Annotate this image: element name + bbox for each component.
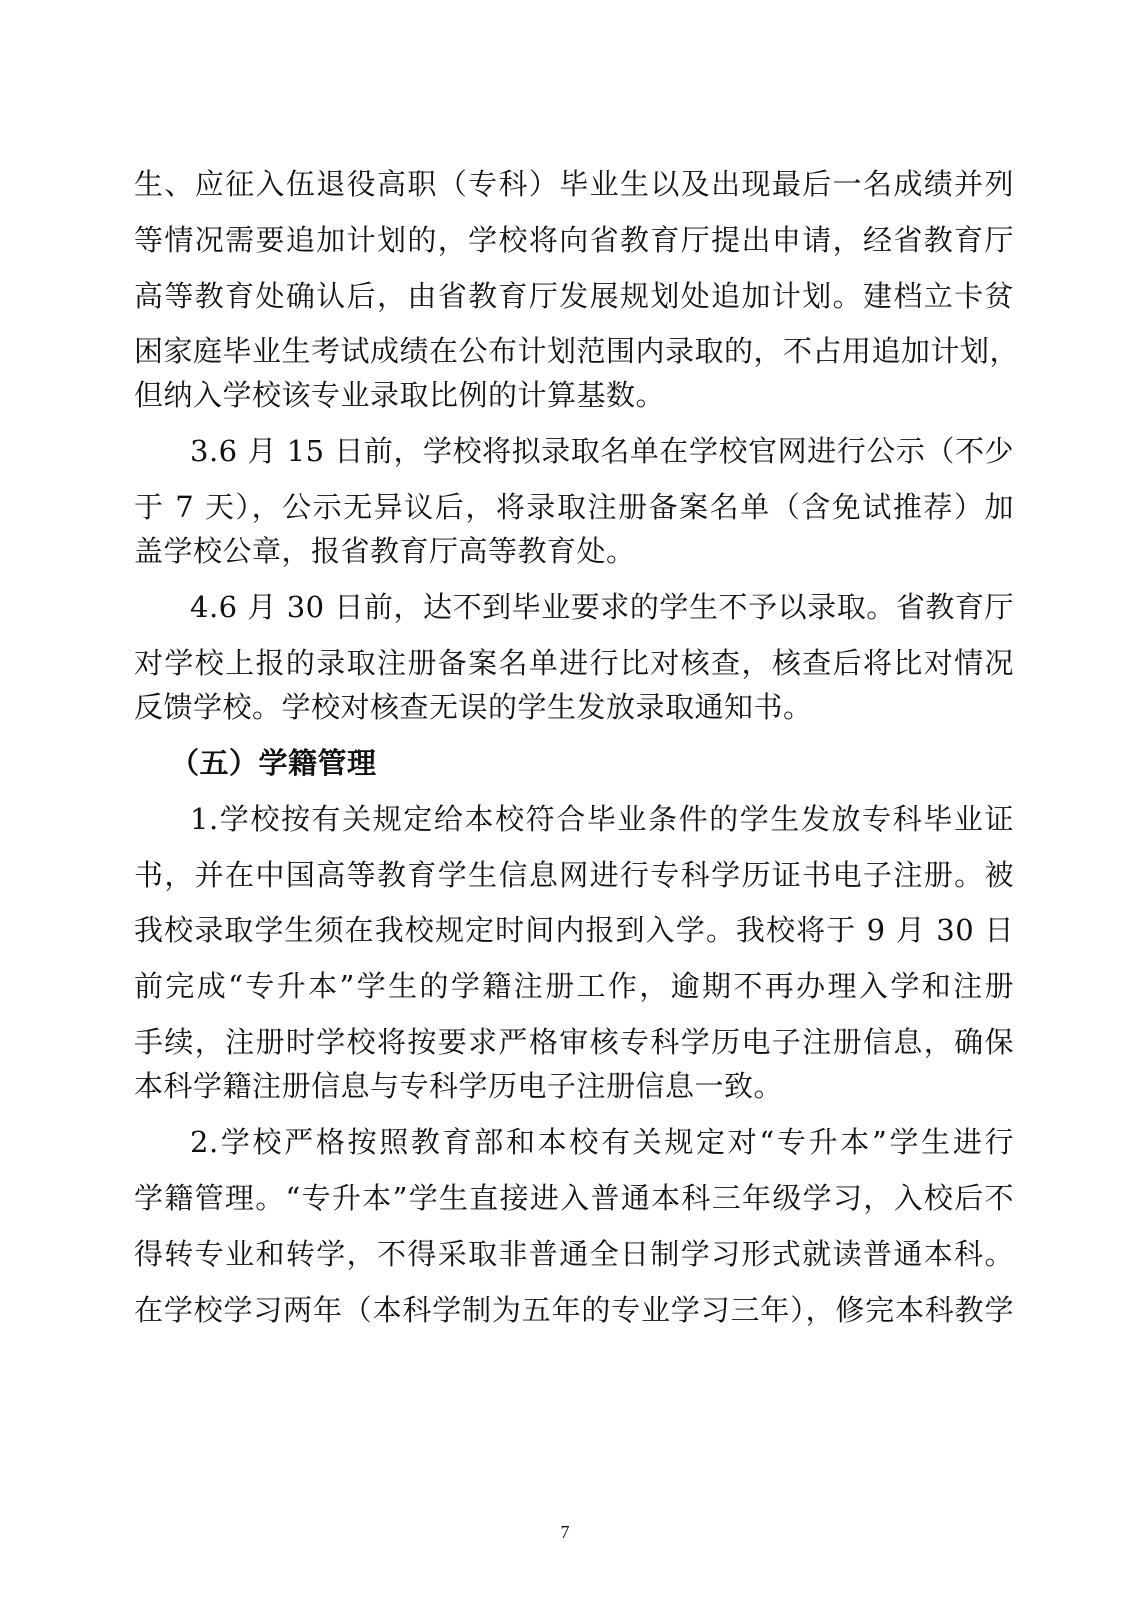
body-text-line: 等情况需要追加计划的，学校将向省教育厅提出申请，经省教育厅 (134, 223, 1014, 257)
body-text-line: 盖学校公章，报省教育厅高等教育处。 (134, 534, 636, 568)
page-number: 7 (560, 1522, 570, 1542)
body-text-line: 但纳入学校该专业录取比例的计算基数。 (134, 378, 666, 412)
body-text-line: 反馈学校。学校对核查无误的学生发放录取通知书。 (134, 690, 813, 724)
body-text-line: 前完成“专升本”学生的学籍注册工作，逾期不再办理入学和注册 (134, 969, 1014, 1003)
section-heading: （五）学籍管理 (170, 746, 377, 780)
body-text-line: 本科学籍注册信息与专科学历电子注册信息一致。 (134, 1069, 784, 1103)
body-text-line: 2.学校严格按照教育部和本校有关规定对“专升本”学生进行 (190, 1125, 1014, 1159)
body-text-line: 书，并在中国高等教育学生信息网进行专科学历证书电子注册。被 (134, 858, 1014, 892)
body-text-line: 学籍管理。“专升本”学生直接进入普通本科三年级学习，入校后不 (134, 1181, 1014, 1215)
body-text-line: 对学校上报的录取注册备案名单进行比对核查，核查后将比对情况 (134, 646, 1014, 680)
body-text-line: 生、应征入伍退役高职（专科）毕业生以及出现最后一名成绩并列 (134, 167, 1014, 201)
body-text-line: 在学校学习两年（本科学制为五年的专业学习三年），修完本科教学 (134, 1293, 1014, 1327)
body-text-line: 4.6 月 30 日前，达不到毕业要求的学生不予以录取。省教育厅 (190, 590, 1014, 624)
body-text-line: 得转专业和转学，不得采取非普通全日制学习形式就读普通本科。 (134, 1237, 1014, 1271)
body-text-line: 3.6 月 15 日前，学校将拟录取名单在学校官网进行公示（不少 (190, 434, 1014, 468)
body-text-line: 1.学校按有关规定给本校符合毕业条件的学生发放专科毕业证 (190, 802, 1014, 836)
body-text-line: 我校录取学生须在我校规定时间内报到入学。我校将于 9 月 30 日 (134, 913, 1014, 947)
body-text-line: 手续，注册时学校将按要求严格审核专科学历电子注册信息，确保 (134, 1025, 1014, 1059)
body-text-line: 于 7 天），公示无异议后，将录取注册备案名单（含免试推荐）加 (134, 490, 1014, 524)
body-text-line: 高等教育处确认后，由省教育厅发展规划处追加计划。建档立卡贫 (134, 279, 1014, 313)
body-text-line: 困家庭毕业生考试成绩在公布计划范围内录取的，不占用追加计划， (134, 334, 1020, 368)
